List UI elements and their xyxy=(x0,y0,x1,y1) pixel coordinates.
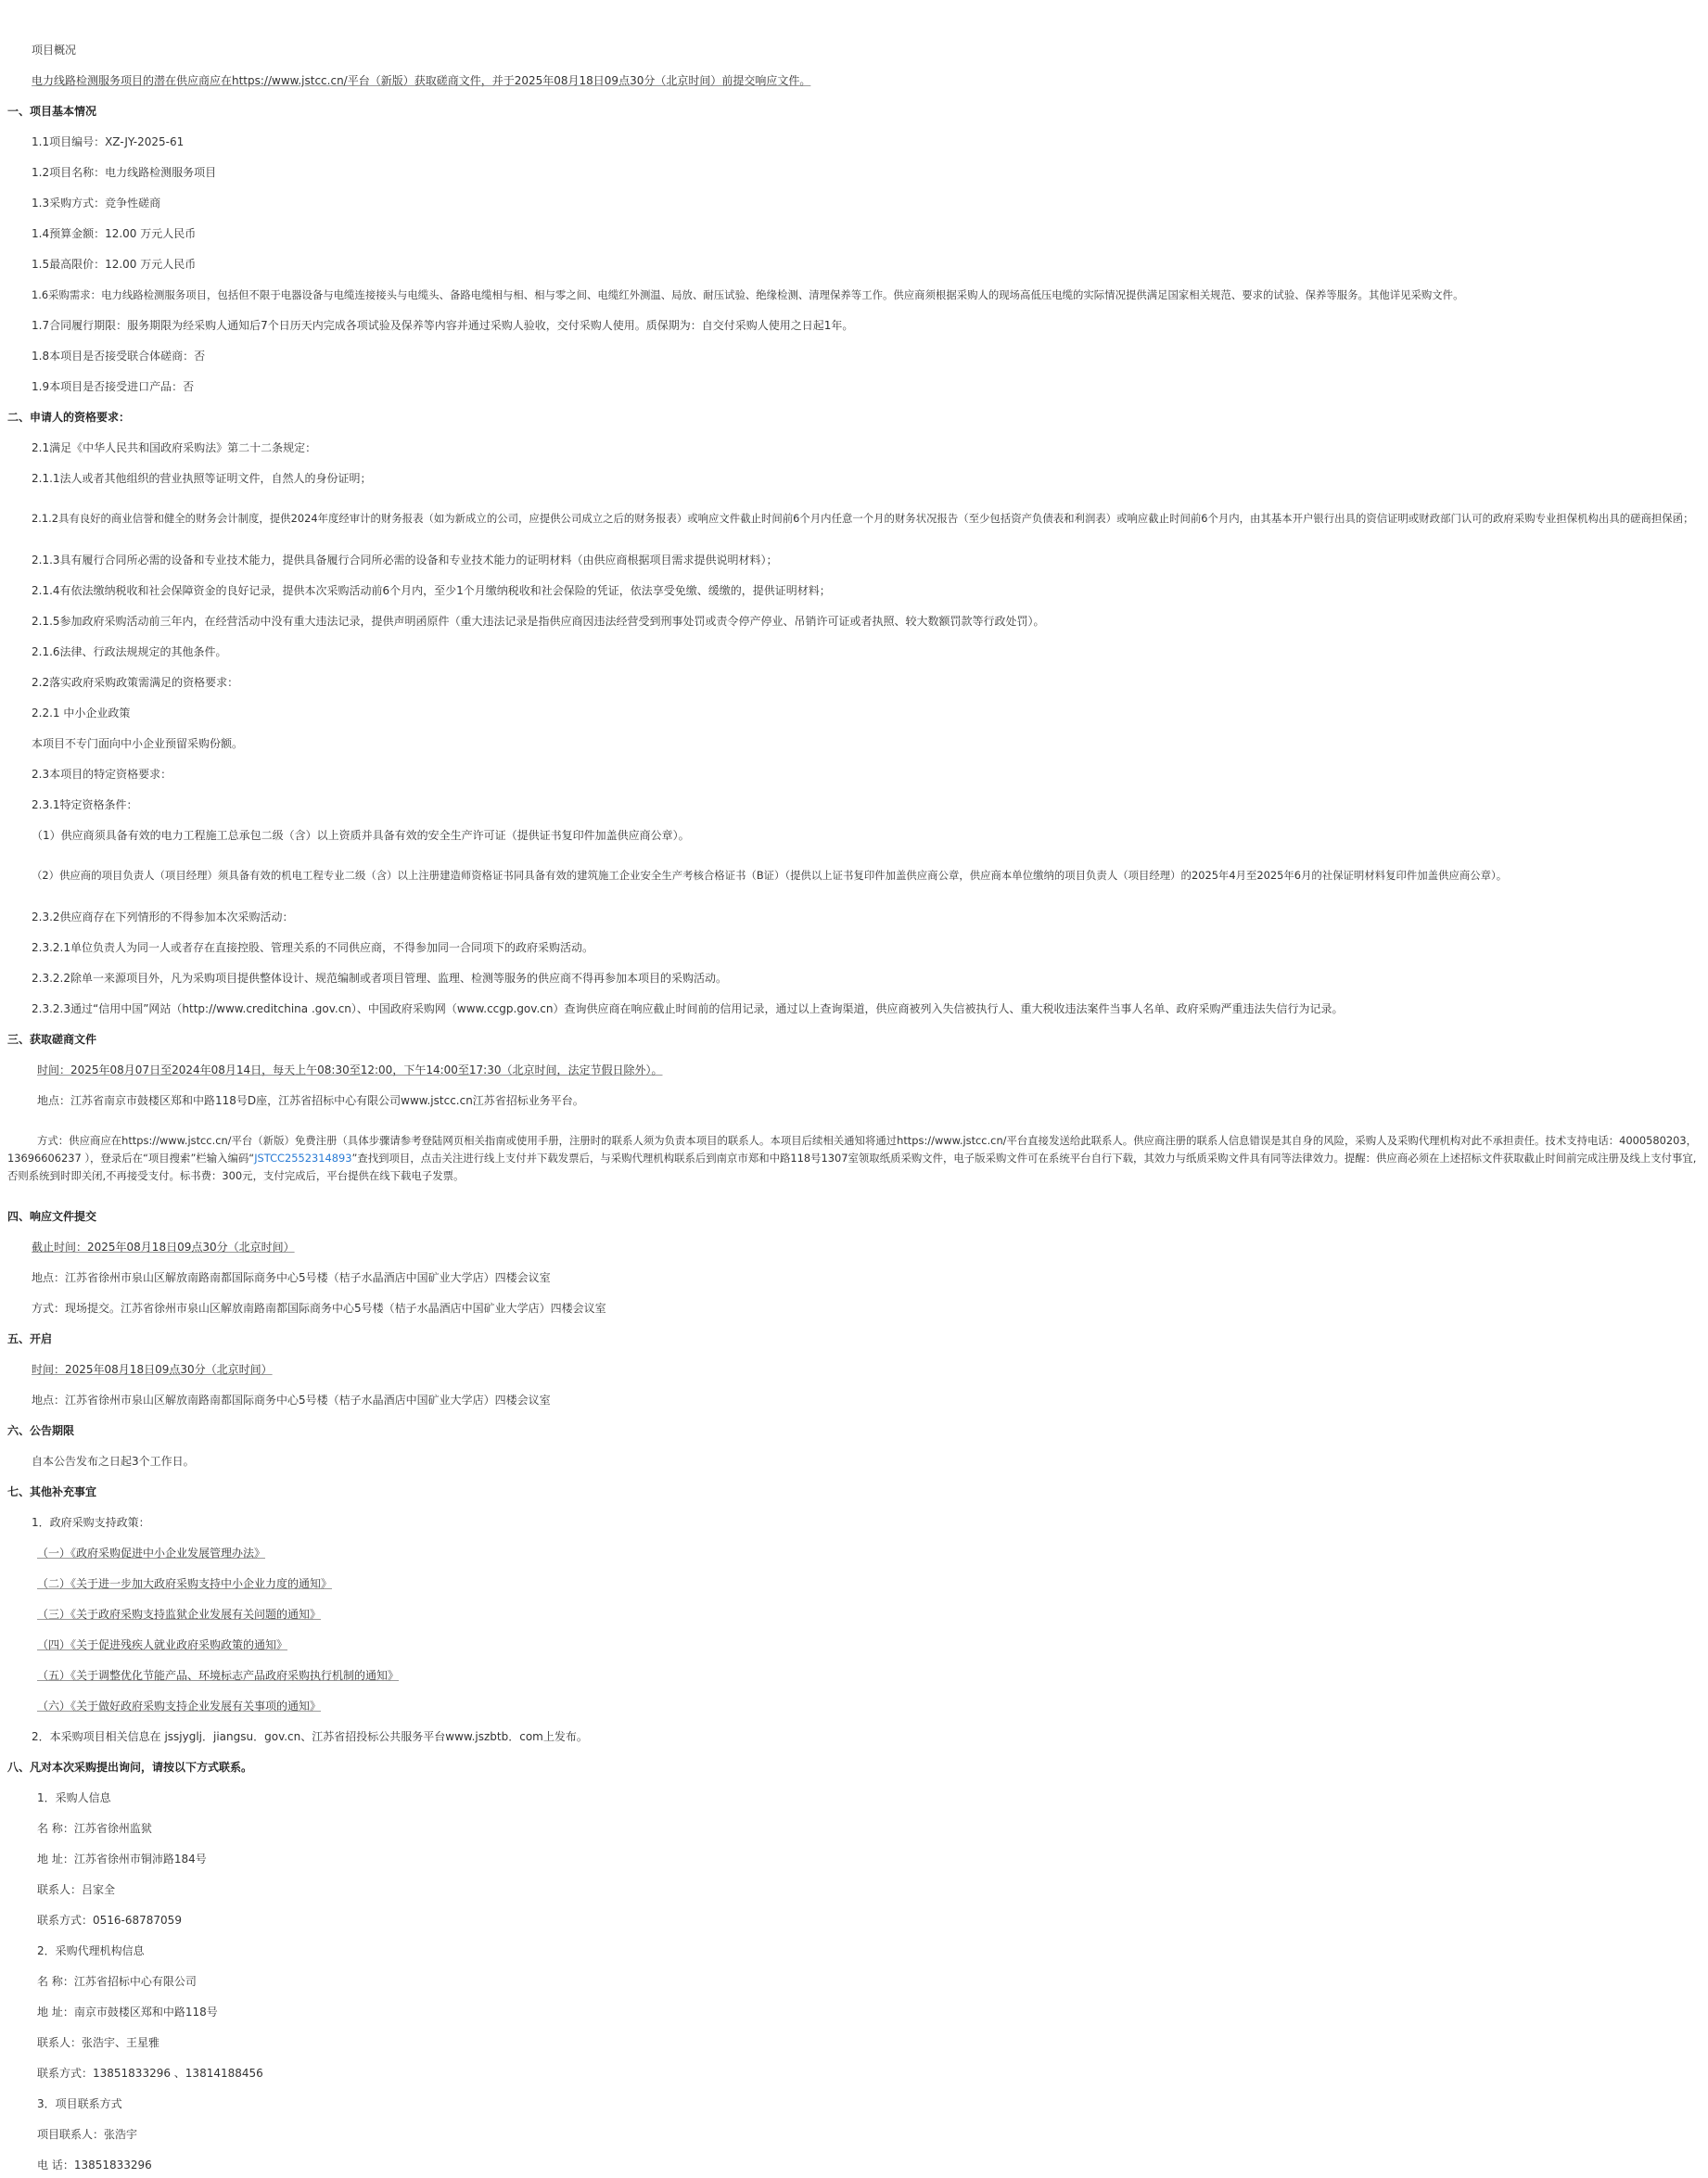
item-2-1-3: 2.1.3具有履行合同所必需的设备和专业技术能力，提供具备履行合同所必需的设备和专业技术能力的证明材料（由供应商根据项目需求提供说明材料）； xyxy=(32,553,778,567)
item-2-1-4: 2.1.4有依法缴纳税收和社会保障资金的良好记录，提供本次采购活动前6个月内，至少1个月缴纳税收和社会保险的凭证，依法享受免缴、缓缴的，提供证明材料； xyxy=(32,583,831,597)
policy-item: （五）《关于调整优化节能产品、环境标志产品政府采购执行机制的通知》 xyxy=(37,1669,400,1683)
section-3-title: 三、获取磋商文件 xyxy=(7,1032,97,1046)
item-1-1: 1.1项目编号：XZ-JY-2025-61 xyxy=(32,135,185,148)
item-2-3-2: 2.3.2供应商存在下列情形的不得参加本次采购活动： xyxy=(32,910,294,923)
submit-method: 方式：现场提交。江苏省徐州市泉山区解放南路南都国际商务中心5号楼（桔子水晶酒店中国矿业大学店）四楼会议室 xyxy=(32,1302,606,1316)
acquire-method-pre: 方式：供应商应在https://www.jstcc.cn/平台（新版）免费注册（具体步骤请参考登陆网页相关指南或使用手册，注册时的联系人须为负责本项目的联系人。本项目后续相关通知将通过https://www.jstcc.cn/平台直接发送给此联系人。供应商注册的联系人信息错误是其自身的风险，采购人及采购代理机构对此不承担责任。技术支持电话：4000580203，13696606237 ），登录后在“项目搜索”栏输入编码“ xyxy=(7,1133,1698,1165)
item-1-9: 1.9本项目是否接受进口产品：否 xyxy=(32,380,195,393)
agency-contact: 联系人：张浩宇、王星雅 xyxy=(37,2036,160,2050)
project-phone: 电 话：13851833296 xyxy=(37,2159,152,2172)
submit-deadline: 截止时间：2025年08月18日09点30分（北京时间） xyxy=(32,1241,295,1255)
section-5-title: 五、开启 xyxy=(7,1332,53,1346)
section-8-title: 八、凡对本次采购提出询问，请按以下方式联系。 xyxy=(7,1761,253,1775)
item-1-3: 1.3采购方式：竞争性磋商 xyxy=(32,197,161,210)
open-time: 时间：2025年08月18日09点30分（北京时间） xyxy=(32,1363,273,1377)
item-1-7: 1.7合同履行期限：服务期限为经采购人通知后7个日历天内完成各项试验及保养等内容并通过采购人验收，交付采购人使用。质保期为：自交付采购人使用之日起1年。 xyxy=(32,319,854,332)
project-code-link[interactable]: JSTCC2552314893 xyxy=(254,1151,352,1165)
agency-phone: 联系方式：13851833296 、13814188456 xyxy=(37,2067,263,2081)
item-2-3-1: 2.3.1特定资格条件： xyxy=(32,797,138,811)
notice-period: 自本公告发布之日起3个工作日。 xyxy=(32,1455,195,1469)
policy-intro: 1．政府采购支持政策： xyxy=(32,1516,150,1530)
policy-item: （六）《关于做好政府采购支持企业发展有关事项的通知》 xyxy=(37,1700,322,1713)
item-2-3-1-b: （2）供应商的项目负责人（项目经理）须具备有效的机电工程专业二级（含）以上注册建造师资格证书同具备有效的建筑施工企业安全生产考核合格证书（B证）（提供以上证书复印件加盖供应商公章，供应商本单位缴纳的项目负责人（项目经理）的2025年4月至2025年6月的社保证明材料复印件加盖供应商公章）。 xyxy=(32,869,1508,883)
overview-text: 电力线路检测服务项目的潜在供应商应在https://www.jstcc.cn/平台（新版）获取磋商文件，并于2025年08月18日09点30分（北京时间）前提交响应文件。 xyxy=(32,74,811,87)
item-2-1-6: 2.1.6法律、行政法规规定的其他条件。 xyxy=(32,644,227,658)
item-2-2-1: 2.2.1 中小企业政策 xyxy=(32,706,131,720)
purchaser-title: 1．采购人信息 xyxy=(37,1791,111,1805)
item-2-3-2-3: 2.3.2.3通过“信用中国”网站（http://www.creditchina .gov.cn）、中国政府采购网（www.ccgp.gov.cn）查询供应商在响应截止时间前的信用记录，通过以上查询渠道，供应商被列入失信被执行人、重大税收违法案件当事人名单、政府采购严重违法失信行为记录。 xyxy=(32,1001,1344,1015)
item-1-8: 1.8本项目是否接受联合体磋商：否 xyxy=(32,350,206,363)
section-6-title: 六、公告期限 xyxy=(7,1424,75,1438)
policy-item: （三）《关于政府采购支持监狱企业发展有关问题的通知》 xyxy=(37,1608,322,1622)
publish-info: 2．本采购项目相关信息在 jssjyglj．jiangsu．gov.cn、江苏省招投标公共服务平台www.jszbtb．com上发布。 xyxy=(32,1730,588,1744)
item-2-3-2-2: 2.3.2.2除单一来源项目外，凡为采购项目提供整体设计、规范编制或者项目管理、监理、检测等服务的供应商不得再参加本项目的采购活动。 xyxy=(32,971,727,985)
item-2-3-1-a: （1）供应商须具备有效的电力工程施工总承包二级（含）以上资质并具备有效的安全生产许可证（提供证书复印件加盖供应商公章）。 xyxy=(32,828,690,842)
item-2-1: 2.1满足《中华人民共和国政府采购法》第二十二条规定： xyxy=(32,441,317,454)
purchaser-address: 地 址：江苏省徐州市铜沛路184号 xyxy=(37,1853,207,1866)
item-1-2: 1.2项目名称：电力线路检测服务项目 xyxy=(32,166,217,179)
section-1-title: 一、项目基本情况 xyxy=(7,105,97,118)
item-2-1-1: 2.1.1法人或者其他组织的营业执照等证明文件，自然人的身份证明； xyxy=(32,472,372,485)
item-1-5: 1.5最高限价：12.00 万元人民币 xyxy=(32,258,197,271)
policy-item: （二）《关于进一步加大政府采购支持中小企业力度的通知》 xyxy=(37,1577,333,1591)
item-1-6: 1.6采购需求：电力线路检测服务项目，包括但不限于电器设备与电缆连接接头与电缆头、备路电缆相与相、相与零之间、电缆红外测温、局放、耐压试验、绝缘检测、清理保养等工作。供应商须根据采购人的现场高低压电缆的实际情况提供满足国家相关规范、要求的试验、保养等服务。其他详见采购文件。 xyxy=(32,288,1464,301)
item-2-1-2: 2.1.2具有良好的商业信誉和健全的财务会计制度，提供2024年度经审计的财务报表（如为新成立的公司，应提供公司成立之后的财务报表）或响应文件截止时间前6个月内任意一个月的财务状况报告（至少包括资产负债表和利润表）或响应截止时间前6个月内，由其基本开户银行出具的资信证明或财政部门认可的政府采购专业担保机构出具的磋商担保函； xyxy=(32,512,1694,526)
agency-address: 地 址：南京市鼓楼区郑和中路118号 xyxy=(37,2006,218,2019)
item-2-3-2-1: 2.3.2.1单位负责人为同一人或者存在直接控股、管理关系的不同供应商，不得参加同一合同项下的政府采购活动。 xyxy=(32,940,593,954)
section-2-title: 二、申请人的资格要求： xyxy=(7,411,131,424)
item-2-2-1-text: 本项目不专门面向中小企业预留采购份额。 xyxy=(32,736,244,750)
acquire-method xyxy=(0,1132,1708,1185)
submit-place: 地点：江苏省徐州市泉山区解放南路南都国际商务中心5号楼（桔子水晶酒店中国矿业大学店）四楼会议室 xyxy=(32,1271,551,1285)
project-contact-title: 3．项目联系方式 xyxy=(37,2097,122,2111)
item-2-2: 2.2落实政府采购政策需满足的资格要求： xyxy=(32,675,239,689)
purchaser-phone: 联系方式：0516-68787059 xyxy=(37,1914,182,1928)
project-contact: 项目联系人：张浩宇 xyxy=(37,2128,138,2142)
acquire-time: 时间：2025年08月07日至2024年08月14日，每天上午08:30至12:00，下午14:00至17:30（北京时间，法定节假日除外）。 xyxy=(37,1063,663,1076)
acquire-method-post: ”查找到项目，点击关注进行线上支付并下载发票后，与采购代理机构联系后到南京市郑和中路118号1307室领取纸质采购文件，电子版采购文件可在系统平台自行下载，其效力与纸质采购文件具有同等法律效力。提醒：供应商必须在上述招标文件获取截止时间前完成注册及线上支付事宜,否则系统到时即关闭,不再接受支付。标书费：300元，支付完成后，平台提供在线下载电子发票。 xyxy=(7,1151,1697,1182)
purchaser-name: 名 称：江苏省徐州监狱 xyxy=(37,1822,152,1836)
agency-title: 2．采购代理机构信息 xyxy=(37,1944,145,1958)
acquire-place: 地点：江苏省南京市鼓楼区郑和中路118号D座，江苏省招标中心有限公司www.jstcc.cn江苏省招标业务平台。 xyxy=(37,1093,584,1107)
overview-title: 项目概况 xyxy=(32,44,77,57)
section-4-title: 四、响应文件提交 xyxy=(7,1210,97,1224)
item-1-4: 1.4预算金额：12.00 万元人民币 xyxy=(32,227,197,240)
policy-item: （四）《关于促进残疾人就业政府采购政策的通知》 xyxy=(37,1638,288,1652)
policy-item: （一）《政府采购促进中小企业发展管理办法》 xyxy=(37,1547,266,1560)
open-place: 地点：江苏省徐州市泉山区解放南路南都国际商务中心5号楼（桔子水晶酒店中国矿业大学店）四楼会议室 xyxy=(32,1394,551,1407)
purchaser-contact: 联系人：吕家全 xyxy=(37,1883,116,1897)
agency-name: 名 称：江苏省招标中心有限公司 xyxy=(37,1975,197,1989)
item-2-1-5: 2.1.5参加政府采购活动前三年内，在经营活动中没有重大违法记录，提供声明函原件（重大违法记录是指供应商因违法经营受到刑事处罚或责令停产停业、吊销许可证或者执照、较大数额罚款等行政处罚）。 xyxy=(32,614,1045,628)
section-7-title: 七、其他补充事宜 xyxy=(7,1485,97,1499)
item-2-3: 2.3本项目的特定资格要求： xyxy=(32,767,172,781)
